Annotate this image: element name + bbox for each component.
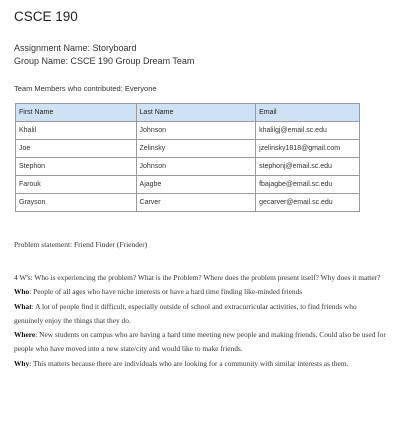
four-ws-section bbox=[14, 271, 386, 371]
last-name-cell: Johnson bbox=[136, 158, 256, 176]
where-text: : New students on campus who are having a hard time meeting new people and making friends. Could also be used for people who have moved into a new state/city and would like to make friends. bbox=[14, 330, 386, 354]
table-row bbox=[16, 158, 360, 176]
table-row bbox=[16, 122, 360, 140]
last-name-cell: Ajagbe bbox=[136, 176, 256, 194]
who-paragraph bbox=[14, 285, 386, 299]
four-ws-intro: 4 W's: Who is experiencing the problem? What is the Problem? Where does the problem present itself? Why does it matter? bbox=[14, 273, 381, 282]
first-name-cell: Khalil bbox=[16, 122, 137, 140]
first-name-cell: Stephon bbox=[16, 158, 137, 176]
last-name-cell: Johnson bbox=[136, 122, 256, 140]
assignment-name: Assignment Name: Storyboard bbox=[14, 43, 137, 53]
what-paragraph bbox=[14, 300, 386, 329]
last-name-cell: Carver bbox=[136, 194, 256, 212]
group-name: Group Name: CSCE 190 Group Dream Team bbox=[14, 56, 195, 66]
email-cell: stephonj@email.sc.edu bbox=[256, 158, 360, 176]
column-header-first-name: First Name bbox=[16, 104, 137, 122]
problem-statement: Problem statement: Friend Finder (Friender) bbox=[14, 240, 148, 249]
first-name-cell: Farouk bbox=[16, 176, 137, 194]
email-cell: jzelinsky1818@gmail.com bbox=[256, 140, 360, 158]
team-members-contributed: Team Members who contributed: Everyone bbox=[14, 84, 157, 93]
column-header-last-name: Last Name bbox=[136, 104, 256, 122]
email-cell: gecarver@email.sc.edu bbox=[256, 194, 360, 212]
why-text: : This matters because there are individuals who are looking for a community with similar interests as them. bbox=[29, 358, 349, 368]
what-text: : A lot of people find it difficult, especially outside of school and extracurricular activities, to find friends who genuinely enjoy the things that they do. bbox=[14, 301, 357, 325]
first-name-cell: Grayson bbox=[16, 194, 137, 212]
why-label: Why bbox=[14, 358, 30, 368]
course-title: CSCE 190 bbox=[14, 9, 78, 24]
table-row bbox=[16, 176, 360, 194]
table-row bbox=[16, 194, 360, 212]
where-paragraph bbox=[14, 328, 386, 357]
email-cell: khalilgj@email.sc.edu bbox=[256, 122, 360, 140]
members-table bbox=[15, 103, 360, 212]
who-label: Who bbox=[14, 287, 30, 297]
where-label: Where bbox=[14, 330, 36, 340]
why-paragraph bbox=[14, 357, 386, 371]
what-label: What bbox=[14, 301, 32, 311]
who-text: : People of all ages who have niche interests or have a hard time finding like-minded friends bbox=[29, 287, 303, 297]
last-name-cell: Zelinsky bbox=[136, 140, 256, 158]
table-header-row bbox=[16, 104, 360, 122]
column-header-email: Email bbox=[256, 104, 360, 122]
email-cell: fbajagbe@email.sc.edu bbox=[256, 176, 360, 194]
first-name-cell: Joe bbox=[16, 140, 137, 158]
table-row bbox=[16, 140, 360, 158]
